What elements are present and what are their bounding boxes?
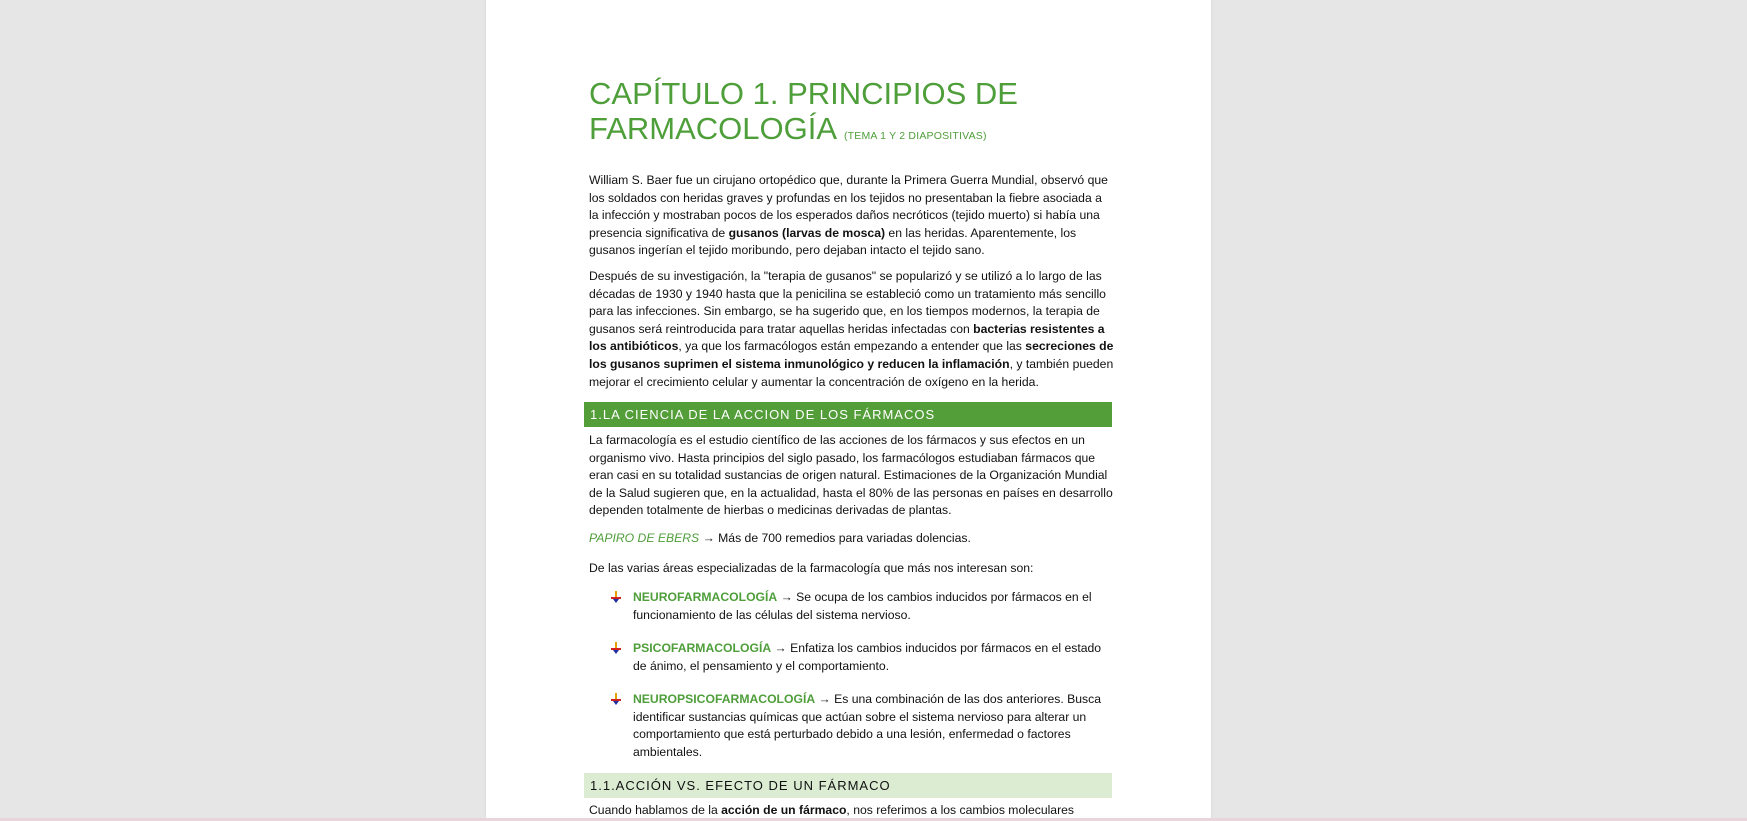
paragraph-baer: [589, 172, 1114, 260]
bold-text: bacterias resistentes a los antibióticos: [589, 321, 1105, 354]
text: Después de su investigación, la "terapia de gusanos" se popularizó y se utilizó a lo largo de las décadas de 1930 y 1940 hasta que la penicilina se estableció como un tratamiento más sencillo para las infecciones. Sin embargo, se ha sugerido que, en los tiempos modernos, la terapia de gusanos será reintroducida para tratar aquellas heridas infectadas con: [589, 269, 1106, 336]
text: William S. Baer fue un cirujano ortopédico que, durante la Primera Guerra Mundial, observó que los soldados con heridas graves y profundas en los tejidos no presentaban la fiebre asociada a la infección y mostraban pocos de los esperados daños necróticos (tejido muerto) si había una presencia significativa de: [589, 173, 1108, 240]
paragraph-terapia: [589, 268, 1114, 391]
arrow-down-bullet-icon: [611, 591, 621, 603]
list-item: [611, 640, 1111, 675]
paragraph-papiro: [589, 530, 1114, 548]
arrow-icon: →: [702, 531, 715, 545]
bullet-text: Enfatiza los cambios inducidos por fármacos en el estado de ánimo, el pensamiento y el comportamiento.: [633, 641, 1102, 673]
bullet-text: Es una combinación de las dos anteriores. Busca identificar sustancias químicas que actúan sobre el sistema nervioso para alterar un comportamiento que está perturbado debido a una lesión, enfermedad o factores ambientales.: [633, 692, 1102, 759]
bullet-term: PSICOFARMACOLOGÍA: [633, 641, 772, 655]
arrow-icon: →: [780, 590, 793, 604]
document-page: [486, 0, 1211, 818]
title-line-2: FARMACOLOGÍA: [589, 111, 836, 146]
bullet-text: Se ocupa de los cambios inducidos por fármacos en el funcionamiento de las células del sistema nervioso.: [633, 590, 1092, 622]
text: , y también pueden mejorar el crecimiento celular y aumentar la concentración de oxígeno en la herida.: [589, 356, 1114, 389]
text: Cuando hablamos de la: [589, 803, 722, 817]
papiro-label: PAPIRO DE EBERS: [589, 531, 700, 545]
title-line-1: CAPÍTULO 1. PRINCIPIOS DE: [589, 76, 1018, 111]
section-heading-1-1: 1.1.ACCIÓN VS. EFECTO DE UN FÁRMACO: [584, 773, 1112, 798]
text: en las heridas. Aparentemente, los gusanos ingerían el tejido moribundo, pero dejaban intacto el tejido sano.: [589, 225, 1077, 258]
text: Más de 700 remedios para variadas dolencias.: [714, 531, 971, 545]
arrow-down-bullet-icon: [611, 693, 621, 705]
paragraph-areas: De las varias áreas especializadas de la farmacología que más nos interesan son:: [589, 561, 1034, 575]
bold-text: gusanos (larvas de mosca): [728, 225, 886, 240]
text: , ya que los farmacólogos están empezando a entender que las: [678, 339, 1026, 354]
chapter-title: [589, 76, 1018, 154]
arrow-down-bullet-icon: [611, 642, 621, 654]
bullet-term: NEUROFARMACOLOGÍA: [633, 590, 778, 604]
title-subtitle: (TEMA 1 Y 2 DIAPOSITIVAS): [843, 130, 987, 142]
list-item: [611, 589, 1111, 624]
arrow-icon: →: [774, 641, 787, 655]
text: , nos referimos a los cambios moleculares: [846, 803, 1075, 817]
paragraph-farmacologia: La farmacología es el estudio científico de las acciones de los fármacos y sus efectos en un organismo vivo. Hasta principios del siglo pasado, los farmacólogos estudiaban fármacos que eran casi en su totalidad sustancias de origen natural. Estimaciones de la Organización Mundial de la Salud sugieren que, en la actualidad, hasta el 80% de las personas en países en desarrollo dependen totalmente de hierbas o medicinas derivadas de plantas.: [589, 433, 1113, 518]
bold-text: secreciones de los gusanos suprimen el sistema inmunológico y reducen la inflamación: [589, 339, 1114, 371]
bold-text: acción de un fármaco: [721, 803, 847, 817]
paragraph-accion: [589, 802, 1114, 820]
bullet-term: NEUROPSICOFARMACOLOGÍA: [633, 692, 816, 706]
arrow-icon: →: [818, 692, 831, 706]
section-heading-1: 1.LA CIENCIA DE LA ACCION DE LOS FÁRMACOS: [584, 402, 1112, 427]
list-item: [611, 691, 1111, 761]
